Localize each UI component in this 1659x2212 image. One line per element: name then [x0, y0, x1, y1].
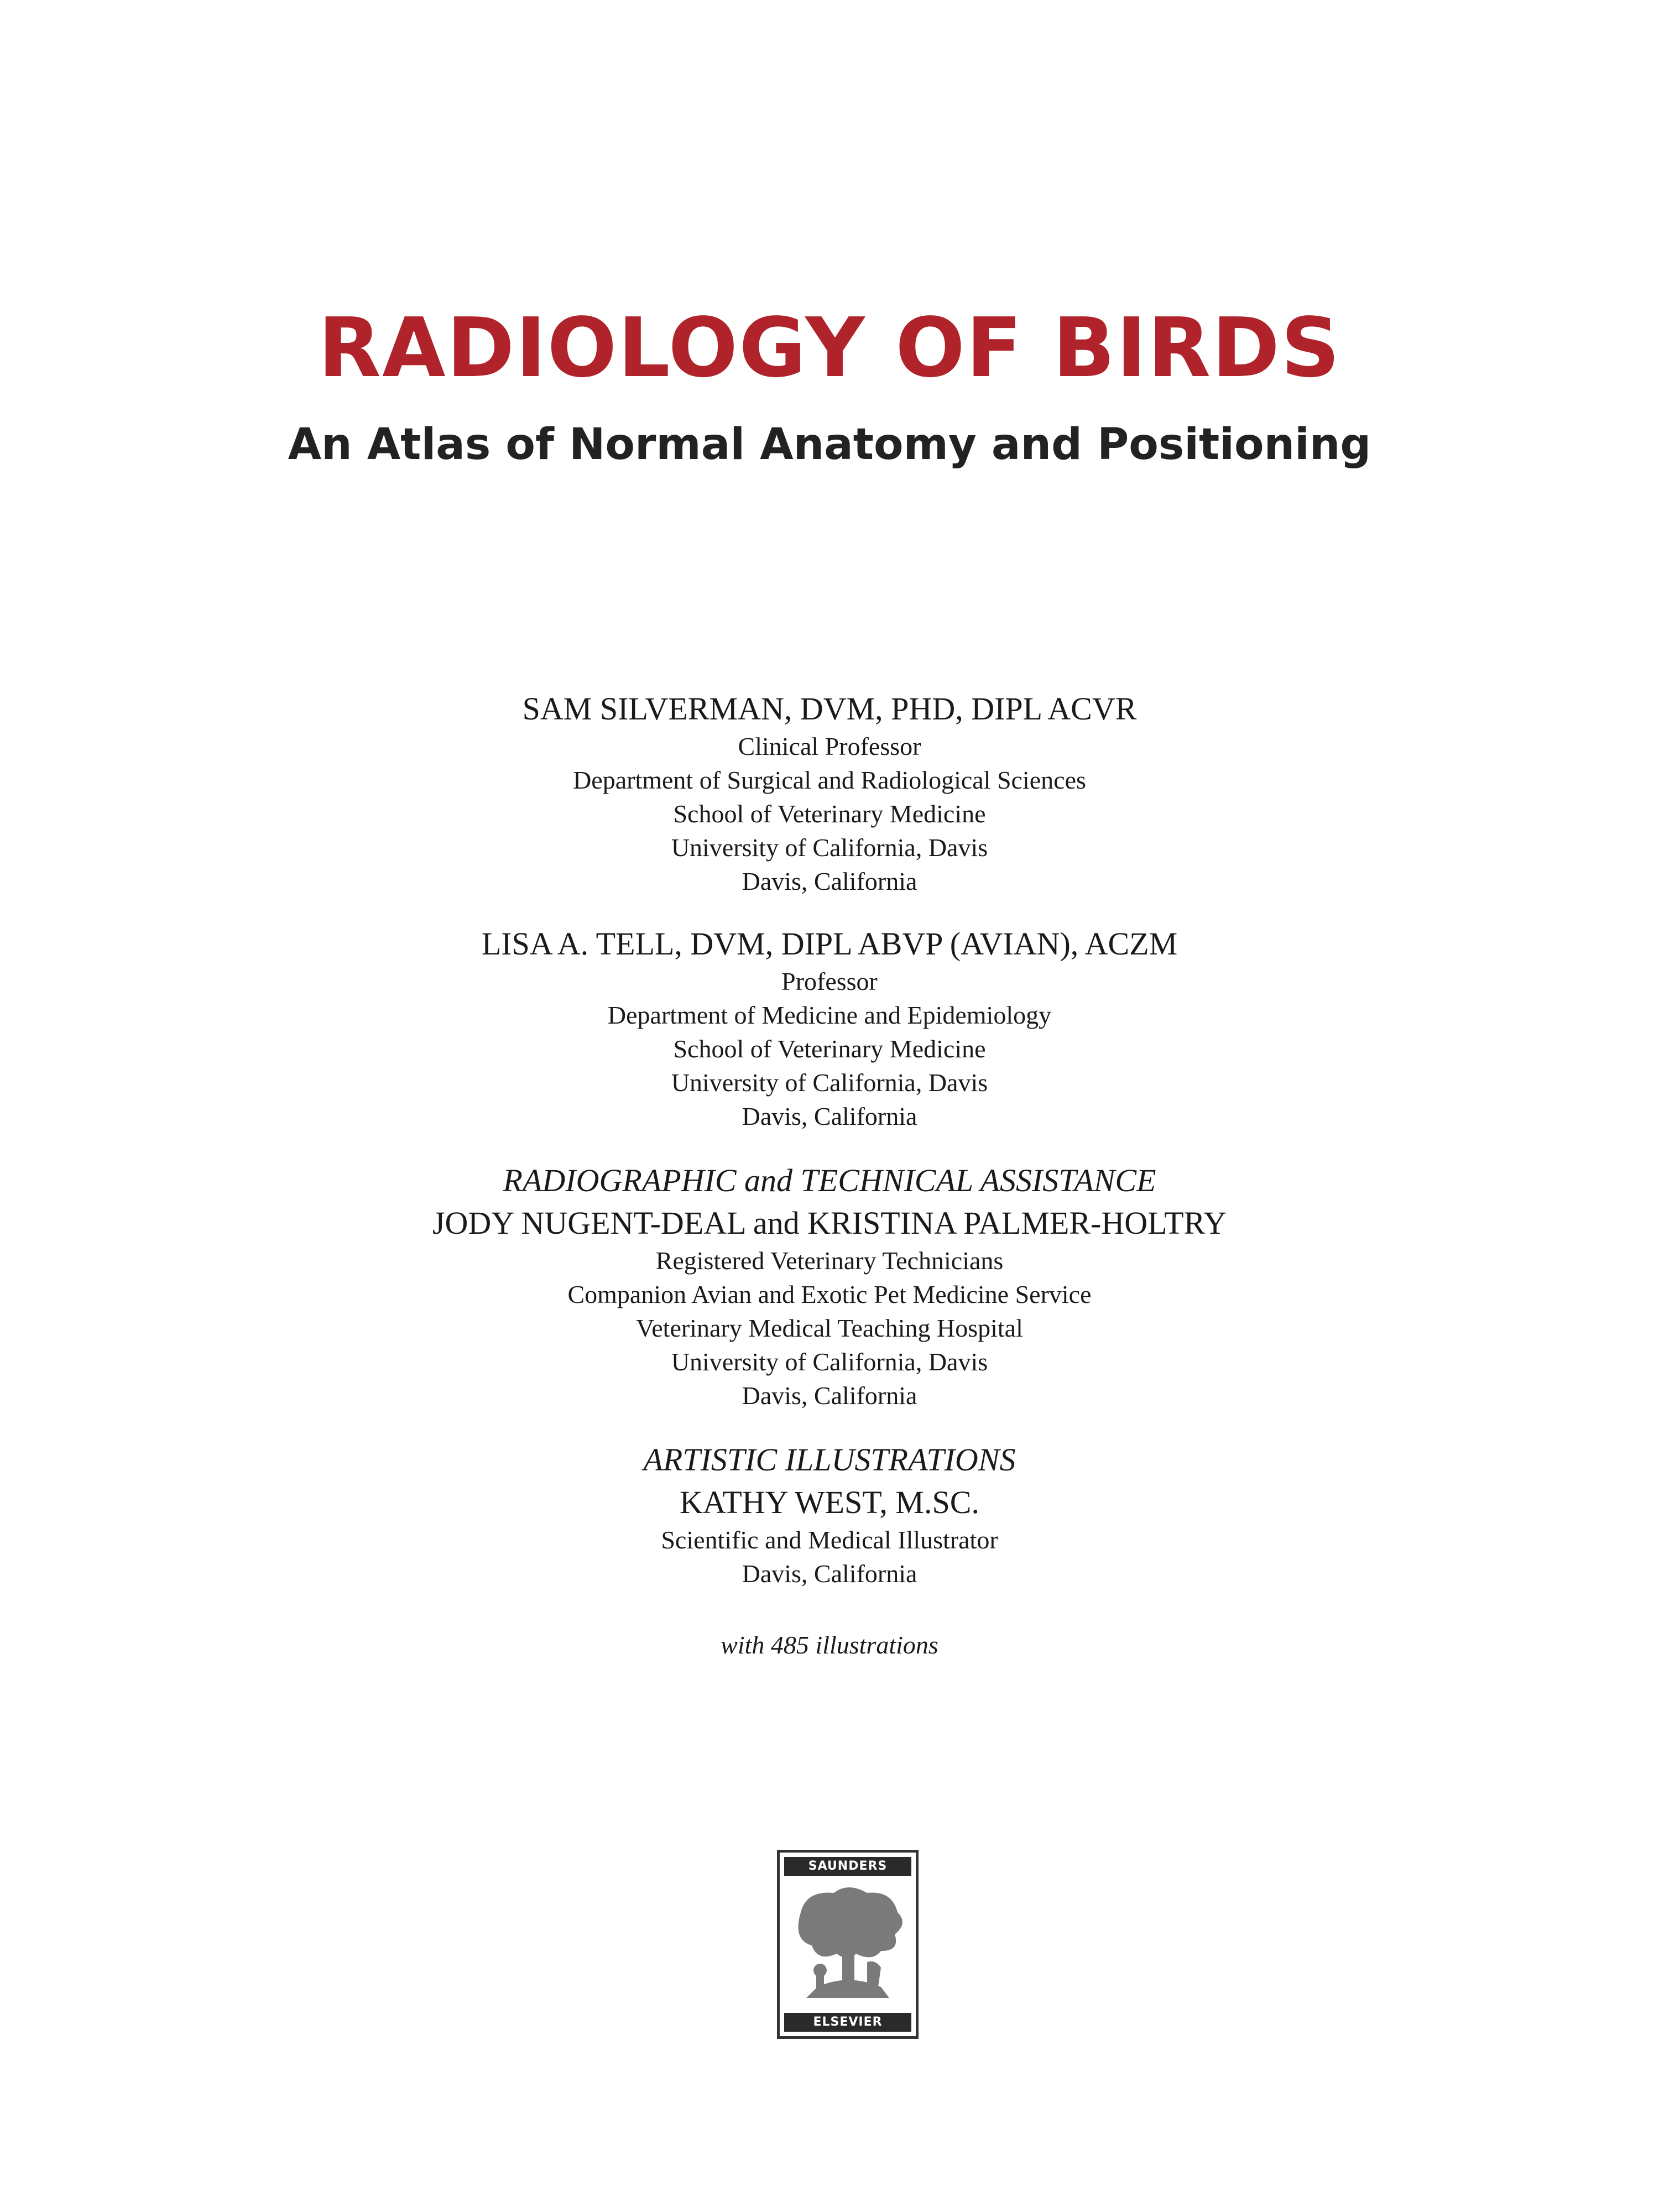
- illustration-count-note: with 485 illustrations: [721, 1631, 938, 1659]
- illustrator-name: KATHY WEST, M.SC.: [680, 1484, 979, 1520]
- assistance-block: [0, 1159, 1659, 1412]
- illustrator-location: Davis, California: [742, 1559, 917, 1588]
- author-name: SAM SILVERMAN, DVM, PHD, DIPL ACVR: [522, 691, 1137, 727]
- book-title: RADIOLOGY OF BIRDS: [318, 300, 1341, 395]
- logo-top-label: SAUNDERS: [784, 1857, 911, 1876]
- author-department: Department of Medicine and Epidemiology: [607, 1001, 1052, 1029]
- author-location: Davis, California: [742, 867, 917, 895]
- author-block-2: [0, 924, 1659, 1133]
- author-university: University of California, Davis: [671, 833, 988, 862]
- assistance-role: Registered Veterinary Technicians: [655, 1246, 1004, 1275]
- illustrations-heading: ARTISTIC ILLUSTRATIONS: [643, 1442, 1016, 1478]
- author-name: LISA A. TELL, DVM, DIPL ABVP (AVIAN), ACZM: [481, 926, 1178, 962]
- assistance-heading: RADIOGRAPHIC and TECHNICAL ASSISTANCE: [503, 1162, 1156, 1198]
- logo-bottom-label: ELSEVIER: [784, 2013, 911, 2032]
- assistance-names: JODY NUGENT-DEAL and KRISTINA PALMER-HOLTRY: [432, 1205, 1227, 1241]
- author-title: Clinical Professor: [738, 732, 921, 760]
- author-department: Department of Surgical and Radiological Sciences: [573, 766, 1086, 794]
- author-university: University of California, Davis: [671, 1068, 988, 1097]
- illustrations-block: [0, 1438, 1659, 1590]
- author-school: School of Veterinary Medicine: [673, 800, 986, 828]
- assistance-university: University of California, Davis: [671, 1348, 988, 1376]
- author-title: Professor: [781, 967, 878, 995]
- tree-icon: [784, 1879, 911, 2012]
- assistance-location: Davis, California: [742, 1381, 917, 1410]
- book-subtitle: An Atlas of Normal Anatomy and Positioning: [288, 420, 1371, 469]
- author-block-1: [0, 688, 1659, 898]
- credits: [0, 688, 1659, 1660]
- author-location: Davis, California: [742, 1102, 917, 1130]
- assistance-service: Companion Avian and Exotic Pet Medicine Service: [567, 1280, 1092, 1308]
- author-school: School of Veterinary Medicine: [673, 1035, 986, 1063]
- assistance-hospital: Veterinary Medical Teaching Hospital: [636, 1314, 1023, 1342]
- illustrator-role: Scientific and Medical Illustrator: [661, 1526, 998, 1554]
- publisher-logo: [777, 1850, 919, 2039]
